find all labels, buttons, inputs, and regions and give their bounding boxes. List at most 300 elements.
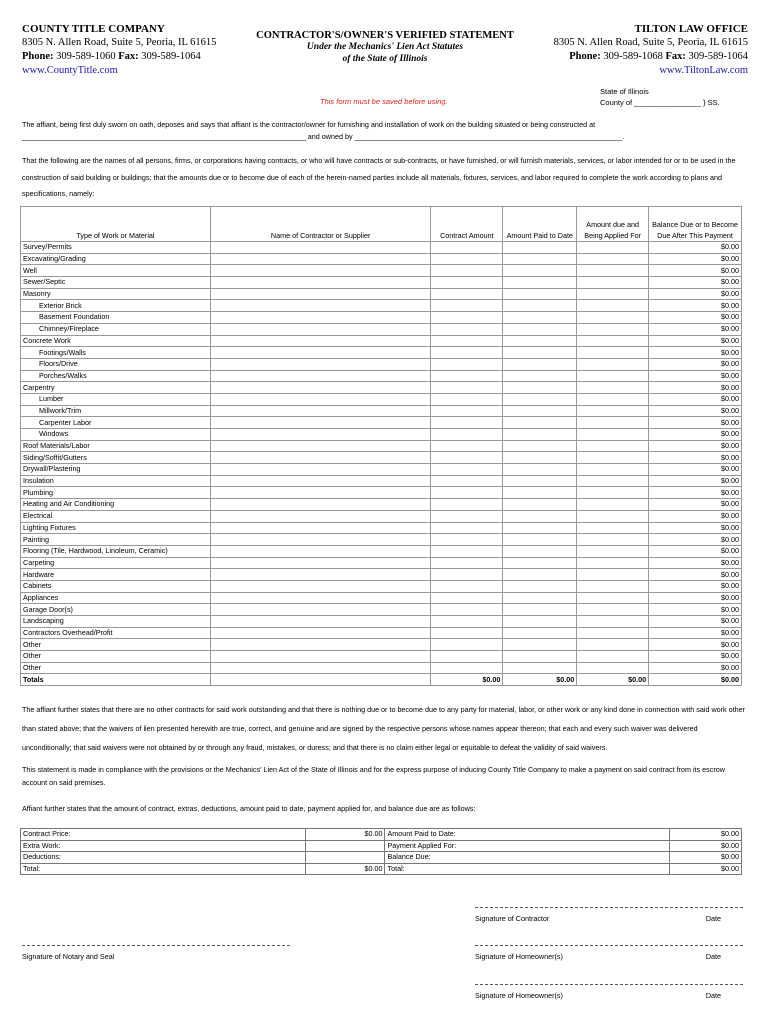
contractor-name-field[interactable] bbox=[210, 253, 431, 265]
work-type-cell: Floors/Drive bbox=[21, 358, 211, 370]
summary-row bbox=[21, 863, 742, 875]
table-row bbox=[21, 452, 742, 464]
amount-due-field[interactable] bbox=[577, 265, 649, 277]
contractor-name-field[interactable] bbox=[210, 639, 431, 651]
work-type-cell: Heating and Air Conditioning bbox=[21, 499, 211, 511]
amount-due-field[interactable] bbox=[577, 358, 649, 370]
amount-paid-field[interactable] bbox=[503, 487, 577, 499]
amount-paid-field[interactable] bbox=[503, 358, 577, 370]
amount-due-field[interactable] bbox=[577, 288, 649, 300]
deductions-label: Deductions: bbox=[21, 852, 306, 864]
contractor-name-field[interactable] bbox=[210, 627, 431, 639]
table-row bbox=[21, 323, 742, 335]
amount-paid-field[interactable] bbox=[503, 616, 577, 628]
contractor-name-field[interactable] bbox=[210, 440, 431, 452]
amount-paid-field[interactable] bbox=[503, 534, 577, 546]
right-company-name: TILTON LAW OFFICE bbox=[634, 23, 748, 35]
header-contractor: Name of Contractor or Supplier bbox=[210, 207, 431, 242]
contractor-name-field[interactable] bbox=[210, 347, 431, 359]
left-phone-label: Phone: bbox=[22, 51, 54, 62]
summary-row bbox=[21, 829, 742, 841]
contract-amount-field[interactable] bbox=[431, 312, 503, 324]
balance-due-cell: $0.00 bbox=[649, 300, 742, 312]
contract-amount-field[interactable] bbox=[431, 323, 503, 335]
work-type-cell: Other bbox=[21, 662, 211, 674]
affiant-paragraph-5: Affiant further states that the amount of contract, extras, deductions, amount paid to date, payment applied for, and balance due are as follows: bbox=[22, 804, 476, 813]
total-label: Total: bbox=[21, 863, 306, 875]
left-company-address: 8305 N. Allen Road, Suite 5, Peoria, IL 61615 bbox=[22, 37, 217, 48]
contract-amount-field[interactable] bbox=[431, 499, 503, 511]
contract-amount-field[interactable] bbox=[431, 604, 503, 616]
left-company-website-link[interactable]: www.CountyTitle.com bbox=[22, 65, 118, 76]
amount-paid-field[interactable] bbox=[503, 370, 577, 382]
amount-paid-field[interactable] bbox=[503, 347, 577, 359]
extra-work-label: Extra Work: bbox=[21, 840, 306, 852]
right-company-header bbox=[554, 22, 748, 78]
amount-due-field[interactable] bbox=[577, 253, 649, 265]
amount-paid-field[interactable] bbox=[503, 592, 577, 604]
amount-paid-field[interactable] bbox=[503, 288, 577, 300]
contractor-name-field[interactable] bbox=[210, 242, 431, 254]
amount-paid-field[interactable] bbox=[503, 475, 577, 487]
right-fax-label: Fax: bbox=[665, 51, 686, 62]
table-row bbox=[21, 499, 742, 511]
contractor-name-field[interactable] bbox=[210, 557, 431, 569]
contractor-name-field[interactable] bbox=[210, 300, 431, 312]
contractor-name-field[interactable] bbox=[210, 651, 431, 663]
amount-paid-field[interactable] bbox=[503, 627, 577, 639]
balance-due-cell: $0.00 bbox=[649, 440, 742, 452]
contract-amount-field[interactable] bbox=[431, 242, 503, 254]
table-row bbox=[21, 358, 742, 370]
amount-paid-field[interactable] bbox=[503, 300, 577, 312]
contract-amount-field[interactable] bbox=[431, 393, 503, 405]
summary-row bbox=[21, 840, 742, 852]
contractor-name-field[interactable] bbox=[210, 335, 431, 347]
work-type-cell: Appliances bbox=[21, 592, 211, 604]
amount-due-field[interactable] bbox=[577, 440, 649, 452]
balance-due-cell: $0.00 bbox=[649, 580, 742, 592]
contract-amount-field[interactable] bbox=[431, 358, 503, 370]
contract-amount-field[interactable] bbox=[431, 429, 503, 441]
totals-blank-cell bbox=[210, 674, 431, 686]
contract-amount-field[interactable] bbox=[431, 545, 503, 557]
contract-amount-field[interactable] bbox=[431, 557, 503, 569]
amount-due-field[interactable] bbox=[577, 627, 649, 639]
amount-paid-field[interactable] bbox=[503, 253, 577, 265]
contract-amount-field[interactable] bbox=[431, 475, 503, 487]
balance-due-cell: $0.00 bbox=[649, 604, 742, 616]
balance-due-cell: $0.00 bbox=[649, 265, 742, 277]
work-type-cell: Contractors Overhead/Profit bbox=[21, 627, 211, 639]
amount-due-field[interactable] bbox=[577, 487, 649, 499]
amount-due-field[interactable] bbox=[577, 370, 649, 382]
left-company-contact bbox=[22, 50, 216, 64]
contractor-name-field[interactable] bbox=[210, 475, 431, 487]
contractor-name-field[interactable] bbox=[210, 417, 431, 429]
balance-due-cell: $0.00 bbox=[649, 522, 742, 534]
amount-paid-field[interactable] bbox=[503, 510, 577, 522]
amount-due-field[interactable] bbox=[577, 312, 649, 324]
amount-due-field[interactable] bbox=[577, 651, 649, 663]
right-phone-label: Phone: bbox=[569, 51, 601, 62]
homeowner-signature-2[interactable] bbox=[475, 984, 743, 1000]
form-subtitle-2: of the State of Illinois bbox=[342, 54, 428, 64]
amount-due-field[interactable] bbox=[577, 347, 649, 359]
balance-due-cell: $0.00 bbox=[649, 557, 742, 569]
homeowner-date-label: Date bbox=[705, 952, 721, 961]
balance-due-cell: $0.00 bbox=[649, 288, 742, 300]
table-row bbox=[21, 534, 742, 546]
work-type-cell: Cabinets bbox=[21, 580, 211, 592]
table-row bbox=[21, 429, 742, 441]
amount-paid-field[interactable] bbox=[503, 440, 577, 452]
table-row bbox=[21, 487, 742, 499]
extra-work-field[interactable] bbox=[305, 840, 385, 852]
amount-due-field[interactable] bbox=[577, 545, 649, 557]
contractor-name-field[interactable] bbox=[210, 604, 431, 616]
contractor-name-field[interactable] bbox=[210, 569, 431, 581]
contract-amount-field[interactable] bbox=[431, 487, 503, 499]
amount-due-field[interactable] bbox=[577, 522, 649, 534]
right-company-address: 8305 N. Allen Road, Suite 5, Peoria, IL 61615 bbox=[553, 37, 748, 48]
contractor-name-field[interactable] bbox=[210, 358, 431, 370]
contractor-name-field[interactable] bbox=[210, 487, 431, 499]
amount-paid-field[interactable] bbox=[503, 499, 577, 511]
total-contract-amount: $0.00 bbox=[431, 674, 503, 686]
table-row bbox=[21, 557, 742, 569]
right-fax: 309-589-1064 bbox=[688, 51, 748, 62]
contractor-name-field[interactable] bbox=[210, 662, 431, 674]
amount-due-field[interactable] bbox=[577, 429, 649, 441]
amount-paid-field[interactable] bbox=[503, 580, 577, 592]
balance-due-cell: $0.00 bbox=[649, 534, 742, 546]
right-company-contact bbox=[554, 50, 748, 64]
amount-paid-field[interactable]: $0.00 bbox=[670, 829, 742, 841]
affiant-paragraph-2: That the following are the names of all persons, firms, or corporations having contracts, or who will have contracts or sub-contracts, or have furnished, or will furnish materials, services, or labor intended for or to be used in the construction of said building or buildings; that the amounts due or to become due of each of the herein-named parties include all materials, fixtures, services, and labor required to complete the work according to plans and specifications, namely: bbox=[22, 156, 736, 198]
balance-due-cell: $0.00 bbox=[649, 569, 742, 581]
contractor-name-field[interactable] bbox=[210, 405, 431, 417]
amount-due-field[interactable] bbox=[577, 393, 649, 405]
total-balance-due: $0.00 bbox=[649, 674, 742, 686]
form-subtitle-1: Under the Mechanics' Lien Act Statutes bbox=[306, 42, 464, 52]
contractor-name-field[interactable] bbox=[210, 499, 431, 511]
amount-due-field[interactable] bbox=[577, 569, 649, 581]
affiant-paragraph-4: This statement is made in compliance with the provisions or the Mechanics' Lien Act of the State of Illinois and for the express purpose of inducing County Title Company to make a payment on said contract from its escrow account on said premises. bbox=[22, 765, 725, 787]
amount-due-field[interactable] bbox=[577, 604, 649, 616]
amount-paid-field[interactable] bbox=[503, 242, 577, 254]
contract-amount-field[interactable] bbox=[431, 300, 503, 312]
contract-amount-field[interactable] bbox=[431, 277, 503, 289]
contract-amount-field[interactable] bbox=[431, 464, 503, 476]
contractor-name-field[interactable] bbox=[210, 265, 431, 277]
table-row bbox=[21, 265, 742, 277]
contract-amount-field[interactable] bbox=[431, 452, 503, 464]
amount-paid-field[interactable] bbox=[503, 452, 577, 464]
total-amount-due: $0.00 bbox=[577, 674, 649, 686]
balance-due-field[interactable]: $0.00 bbox=[670, 852, 742, 864]
contractor-name-field[interactable] bbox=[210, 522, 431, 534]
amount-paid-field[interactable] bbox=[503, 464, 577, 476]
totals-label: Totals bbox=[21, 674, 211, 686]
amount-paid-field[interactable] bbox=[503, 405, 577, 417]
contract-amount-field[interactable] bbox=[431, 651, 503, 663]
amount-paid-field[interactable] bbox=[503, 651, 577, 663]
affiant-paragraph-1-text: The affiant, being first duly sworn on oath, deposes and says that affiant is the contractor/owner for furnishing and installation of work on the building situated or being constructed at bbox=[22, 120, 596, 129]
balance-due-cell: $0.00 bbox=[649, 545, 742, 557]
contractor-name-field[interactable] bbox=[210, 429, 431, 441]
left-phone: 309-589-1060 bbox=[56, 51, 116, 62]
balance-due-cell: $0.00 bbox=[649, 347, 742, 359]
header-amount-paid: Amount Paid to Date bbox=[503, 207, 577, 242]
contract-amount-field[interactable] bbox=[431, 405, 503, 417]
contractor-name-field[interactable] bbox=[210, 510, 431, 522]
amount-paid-field[interactable] bbox=[503, 393, 577, 405]
contract-amount-field[interactable] bbox=[431, 253, 503, 265]
contractor-name-field[interactable] bbox=[210, 382, 431, 394]
work-type-cell: Survey/Permits bbox=[21, 242, 211, 254]
contract-amount-field[interactable] bbox=[431, 592, 503, 604]
amount-paid-label: Amount Paid to Date: bbox=[385, 829, 670, 841]
work-type-cell: Porches/Walks bbox=[21, 370, 211, 382]
contractor-name-field[interactable] bbox=[210, 323, 431, 335]
contractor-name-field[interactable] bbox=[210, 534, 431, 546]
header-balance-due: Balance Due or to Become Due After This Payment bbox=[649, 207, 742, 242]
table-row bbox=[21, 370, 742, 382]
balance-due-cell: $0.00 bbox=[649, 662, 742, 674]
work-type-cell: Other bbox=[21, 651, 211, 663]
amount-paid-field[interactable] bbox=[503, 557, 577, 569]
amount-paid-field[interactable] bbox=[503, 662, 577, 674]
amount-due-field[interactable] bbox=[577, 499, 649, 511]
amount-paid-field[interactable] bbox=[503, 417, 577, 429]
contract-amount-field[interactable] bbox=[431, 627, 503, 639]
amount-paid-field[interactable] bbox=[503, 522, 577, 534]
amount-due-field[interactable] bbox=[577, 616, 649, 628]
amount-due-field[interactable] bbox=[577, 382, 649, 394]
balance-due-cell: $0.00 bbox=[649, 335, 742, 347]
work-type-cell: Landscaping bbox=[21, 616, 211, 628]
work-type-cell: Carpentry bbox=[21, 382, 211, 394]
contract-amount-field[interactable] bbox=[431, 335, 503, 347]
homeowner-signature-1[interactable] bbox=[475, 945, 743, 961]
table-row bbox=[21, 662, 742, 674]
work-type-cell: Flooring (Tile, Hardwood, Linoleum, Ceramic) bbox=[21, 545, 211, 557]
form-title-block bbox=[250, 30, 520, 65]
amount-due-field[interactable] bbox=[577, 510, 649, 522]
state-county-block bbox=[600, 86, 720, 108]
balance-due-cell: $0.00 bbox=[649, 429, 742, 441]
summary-table bbox=[20, 828, 742, 875]
header-contract-amount: Contract Amount bbox=[431, 207, 503, 242]
work-type-cell: Millwork/Trim bbox=[21, 405, 211, 417]
contractor-name-field[interactable] bbox=[210, 545, 431, 557]
amount-paid-field[interactable] bbox=[503, 569, 577, 581]
table-row bbox=[21, 475, 742, 487]
form-title: CONTRACTOR'S/OWNER'S VERIFIED STATEMENT bbox=[256, 30, 514, 41]
balance-due-cell: $0.00 bbox=[649, 277, 742, 289]
contractor-name-field[interactable] bbox=[210, 288, 431, 300]
table-row bbox=[21, 651, 742, 663]
work-type-cell: Well bbox=[21, 265, 211, 277]
balance-due-cell: $0.00 bbox=[649, 499, 742, 511]
contract-amount-field[interactable] bbox=[431, 370, 503, 382]
amount-paid-field[interactable] bbox=[503, 323, 577, 335]
work-type-cell: Painting bbox=[21, 534, 211, 546]
payment-applied-label: Payment Applied For: bbox=[385, 840, 670, 852]
contractor-name-field[interactable] bbox=[210, 616, 431, 628]
balance-due-cell: $0.00 bbox=[649, 651, 742, 663]
balance-due-cell: $0.00 bbox=[649, 475, 742, 487]
total2-field[interactable]: $0.00 bbox=[670, 863, 742, 875]
work-type-cell: Sewer/Septic bbox=[21, 277, 211, 289]
amount-due-field[interactable] bbox=[577, 592, 649, 604]
contract-amount-field[interactable] bbox=[431, 417, 503, 429]
contract-amount-field[interactable] bbox=[431, 662, 503, 674]
contract-amount-field[interactable] bbox=[431, 639, 503, 651]
balance-due-cell: $0.00 bbox=[649, 312, 742, 324]
table-row bbox=[21, 464, 742, 476]
work-type-cell: Insulation bbox=[21, 475, 211, 487]
amount-due-field[interactable] bbox=[577, 534, 649, 546]
contract-amount-field[interactable] bbox=[431, 522, 503, 534]
amount-paid-field[interactable] bbox=[503, 312, 577, 324]
balance-due-cell: $0.00 bbox=[649, 382, 742, 394]
balance-due-cell: $0.00 bbox=[649, 592, 742, 604]
work-type-cell: Hardware bbox=[21, 569, 211, 581]
contractor-date-label: Date bbox=[705, 914, 721, 923]
contract-amount-field[interactable] bbox=[431, 347, 503, 359]
amount-due-field[interactable] bbox=[577, 464, 649, 476]
contract-amount-field[interactable] bbox=[431, 616, 503, 628]
balance-due-cell: $0.00 bbox=[649, 253, 742, 265]
homeowner-signature-label: Signature of Homeowner(s) bbox=[475, 952, 563, 961]
amount-paid-field[interactable] bbox=[503, 382, 577, 394]
notary-signature[interactable] bbox=[22, 945, 290, 961]
contractor-table bbox=[20, 206, 742, 686]
amount-paid-field[interactable] bbox=[503, 639, 577, 651]
amount-due-field[interactable] bbox=[577, 405, 649, 417]
contract-amount-field[interactable] bbox=[431, 440, 503, 452]
contract-amount-field[interactable] bbox=[431, 265, 503, 277]
contract-amount-field[interactable] bbox=[431, 510, 503, 522]
contract-amount-field[interactable] bbox=[431, 580, 503, 592]
work-type-cell: Concrete Work bbox=[21, 335, 211, 347]
contractor-name-field[interactable] bbox=[210, 393, 431, 405]
county-line[interactable]: County of ________________ } SS. bbox=[600, 98, 720, 107]
table-row bbox=[21, 510, 742, 522]
contractor-name-field[interactable] bbox=[210, 452, 431, 464]
amount-due-field[interactable] bbox=[577, 300, 649, 312]
amount-paid-field[interactable] bbox=[503, 545, 577, 557]
amount-due-field[interactable] bbox=[577, 639, 649, 651]
balance-due-cell: $0.00 bbox=[649, 510, 742, 522]
summary-row bbox=[21, 852, 742, 864]
contractor-signature[interactable] bbox=[475, 907, 743, 923]
amount-due-field[interactable] bbox=[577, 662, 649, 674]
right-company-website-link[interactable]: www.TiltonLaw.com bbox=[659, 65, 748, 76]
total-field[interactable]: $0.00 bbox=[305, 863, 385, 875]
amount-due-field[interactable] bbox=[577, 323, 649, 335]
amount-paid-field[interactable] bbox=[503, 429, 577, 441]
table-row bbox=[21, 417, 742, 429]
contract-price-field[interactable]: $0.00 bbox=[305, 829, 385, 841]
balance-due-cell: $0.00 bbox=[649, 370, 742, 382]
work-type-cell: Basement Foundation bbox=[21, 312, 211, 324]
deductions-field[interactable] bbox=[305, 852, 385, 864]
header-amount-due: Amount due and Being Applied For bbox=[577, 207, 649, 242]
balance-due-cell: $0.00 bbox=[649, 487, 742, 499]
balance-due-cell: $0.00 bbox=[649, 616, 742, 628]
contractor-name-field[interactable] bbox=[210, 464, 431, 476]
work-type-cell: Lumber bbox=[21, 393, 211, 405]
amount-due-field[interactable] bbox=[577, 580, 649, 592]
contract-amount-field[interactable] bbox=[431, 569, 503, 581]
work-type-cell: Excavating/Grading bbox=[21, 253, 211, 265]
left-company-name: COUNTY TITLE COMPANY bbox=[22, 23, 165, 35]
balance-due-cell: $0.00 bbox=[649, 393, 742, 405]
table-row bbox=[21, 522, 742, 534]
contract-amount-field[interactable] bbox=[431, 534, 503, 546]
work-type-cell: Garage Door(s) bbox=[21, 604, 211, 616]
balance-due-cell: $0.00 bbox=[649, 464, 742, 476]
contractor-name-field[interactable] bbox=[210, 277, 431, 289]
work-type-cell: Masonry bbox=[21, 288, 211, 300]
right-phone: 309-589-1068 bbox=[603, 51, 663, 62]
notary-signature-label: Signature of Notary and Seal bbox=[22, 952, 115, 961]
work-type-cell: Roof Materials/Labor bbox=[21, 440, 211, 452]
table-row bbox=[21, 592, 742, 604]
amount-due-field[interactable] bbox=[577, 417, 649, 429]
contractor-name-field[interactable] bbox=[210, 370, 431, 382]
balance-due-cell: $0.00 bbox=[649, 417, 742, 429]
payment-applied-field[interactable]: $0.00 bbox=[670, 840, 742, 852]
property-owner-blanks[interactable]: _______________________________________________________________________ and owned by ___________________________________________________________________. bbox=[22, 132, 625, 141]
contract-amount-field[interactable] bbox=[431, 288, 503, 300]
affiant-paragraph-3: The affiant further states that there are no other contracts for said work outstanding and that there is nothing due or to become due to any party for material, labor, or other work or any kind done in connection with said work other than stated above; that the waivers of lien presented herewith are true, correct, and genuine and are signed by the respective persons whose names appear thereon; that each and every such waiver was delivered unconditionally; that said waivers were not obtained by or through any fraud, mistakes, or duress; and that there is no claim either legal or equitable to defeat the validity of said waivers. bbox=[22, 705, 746, 752]
contractor-signature-label: Signature of Contractor bbox=[475, 914, 550, 923]
amount-paid-field[interactable] bbox=[503, 265, 577, 277]
amount-due-field[interactable] bbox=[577, 335, 649, 347]
contract-price-label: Contract Price: bbox=[21, 829, 306, 841]
amount-paid-field[interactable] bbox=[503, 277, 577, 289]
contract-amount-field[interactable] bbox=[431, 382, 503, 394]
table-row bbox=[21, 335, 742, 347]
table-row bbox=[21, 545, 742, 557]
work-type-cell: Carpenter Labor bbox=[21, 417, 211, 429]
amount-due-field[interactable] bbox=[577, 475, 649, 487]
amount-due-field[interactable] bbox=[577, 557, 649, 569]
work-type-cell: Footings/Walls bbox=[21, 347, 211, 359]
balance-due-cell: $0.00 bbox=[649, 639, 742, 651]
contractor-name-field[interactable] bbox=[210, 312, 431, 324]
contractor-name-field[interactable] bbox=[210, 592, 431, 604]
amount-due-field[interactable] bbox=[577, 277, 649, 289]
contractor-name-field[interactable] bbox=[210, 580, 431, 592]
amount-paid-field[interactable] bbox=[503, 604, 577, 616]
header-type: Type of Work or Material bbox=[21, 207, 211, 242]
work-type-cell: Other bbox=[21, 639, 211, 651]
balance-due-cell: $0.00 bbox=[649, 452, 742, 464]
table-row bbox=[21, 242, 742, 254]
table-row bbox=[21, 288, 742, 300]
amount-due-field[interactable] bbox=[577, 242, 649, 254]
work-type-cell: Lighting Fixtures bbox=[21, 522, 211, 534]
amount-paid-field[interactable] bbox=[503, 335, 577, 347]
table-row bbox=[21, 569, 742, 581]
amount-due-field[interactable] bbox=[577, 452, 649, 464]
state-line: State of Illinois bbox=[600, 87, 649, 96]
